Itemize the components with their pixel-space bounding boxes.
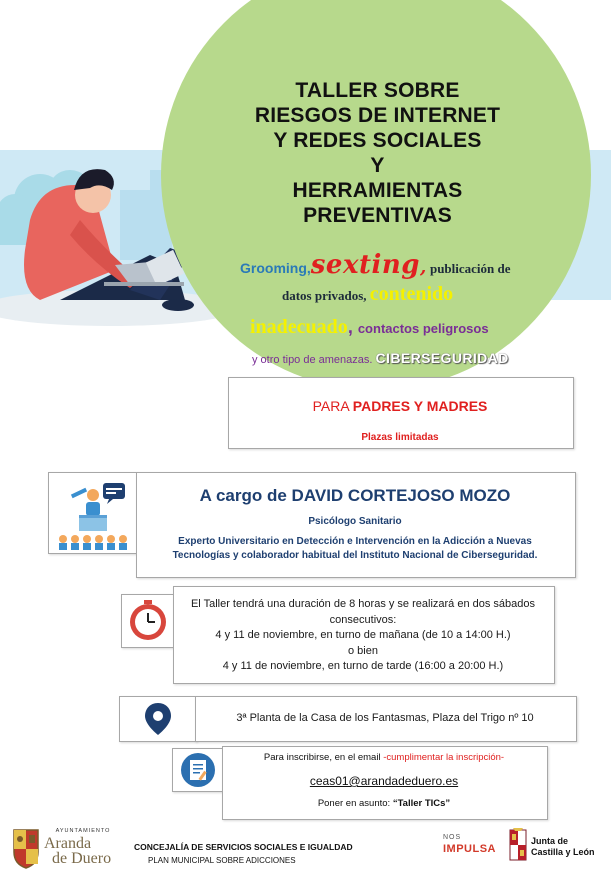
title-line: Y REDES SOCIALES bbox=[273, 129, 482, 152]
schedule-line: 4 y 11 de noviembre, en turno de mañana (de 10 a 14:00 H.) bbox=[215, 629, 511, 641]
keywords-line-3 bbox=[250, 316, 580, 344]
audience-bold: PADRES Y MADRES bbox=[352, 398, 488, 414]
concejalia-label: CONCEJALÍA DE SERVICIOS SOCIALES E IGUALDAD bbox=[134, 842, 353, 852]
keyword-ciberseguridad: CIBERSEGURIDAD bbox=[375, 350, 509, 366]
aranda-logo-text: Aranda bbox=[44, 835, 92, 852]
title-line: PREVENTIVAS bbox=[303, 204, 452, 227]
keywords-line-4 bbox=[252, 348, 572, 370]
ayuntamiento-label: AYUNTAMIENTO bbox=[55, 828, 111, 834]
email-link[interactable]: ceas01@arandadeduero.es bbox=[309, 774, 459, 788]
speaker-icon-box bbox=[48, 472, 138, 554]
plan-label: PLAN MUNICIPAL SOBRE ADICCIONES bbox=[148, 856, 296, 865]
speaker-description: Experto Universitario en Detección e Intervención en la Adicción a Nuevas Tecnologías y colaborador habitual del Instituto Nacional de Ciberseguridad. bbox=[172, 536, 538, 561]
nos-label: NOS bbox=[443, 834, 462, 841]
keywords-line-2 bbox=[282, 283, 582, 309]
title-line: Y bbox=[370, 154, 385, 177]
limited-places: Plazas limitadas bbox=[361, 432, 439, 443]
junta-logo-text bbox=[531, 836, 595, 858]
clock-icon bbox=[122, 595, 174, 647]
keyword-comma: , bbox=[419, 257, 427, 278]
keyword-grooming: Grooming, bbox=[240, 260, 311, 276]
audience-prefix: PARA bbox=[312, 398, 353, 414]
keyword-otro-tipo: y otro tipo de amenazas. bbox=[252, 354, 376, 366]
keyword-datos-privados: datos privados, bbox=[282, 288, 370, 303]
location-icon-box bbox=[119, 696, 197, 742]
email-subject bbox=[222, 798, 546, 809]
form-icon bbox=[173, 749, 223, 791]
title-line: RIESGOS DE INTERNET bbox=[254, 104, 501, 127]
map-pin-icon bbox=[120, 697, 196, 741]
schedule-line: o bien bbox=[348, 644, 378, 657]
signup-red-text: -cumplimentar la inscripción- bbox=[383, 752, 505, 763]
schedule-line: consecutivos: bbox=[329, 613, 397, 626]
aranda-crest-logo bbox=[10, 826, 42, 870]
audience-label bbox=[228, 398, 572, 414]
speaker-role: Psicólogo Sanitario bbox=[308, 516, 402, 527]
title-line: HERRAMIENTAS bbox=[292, 179, 463, 202]
keyword-sexting: sexting bbox=[310, 250, 420, 280]
keyword-publicacion: publicación de bbox=[426, 261, 511, 276]
clock-icon-box bbox=[121, 594, 175, 648]
page-title bbox=[210, 78, 545, 228]
junta-line-1: Junta de bbox=[531, 836, 569, 846]
keywords-line-1 bbox=[240, 250, 570, 280]
schedule-text bbox=[173, 597, 553, 675]
signup-instructions bbox=[222, 752, 546, 763]
subject-prefix: Poner en asunto: bbox=[317, 798, 393, 809]
schedule-line: El Taller tendrá una duración de 8 horas y se realizará en dos sábados bbox=[190, 598, 536, 610]
keyword-inadecuado: inadecuado bbox=[250, 316, 348, 338]
junta-crest-logo bbox=[507, 826, 529, 866]
speaker-name: A cargo de DAVID CORTEJOSO MOZO bbox=[199, 486, 511, 505]
place-text: 3ª Planta de la Casa de los Fantasmas, Plaza del Trigo nº 10 bbox=[236, 712, 534, 724]
signup-text: Para inscribirse, en el email bbox=[263, 752, 384, 763]
presenter-icon bbox=[49, 473, 137, 553]
keyword-comma-2: , bbox=[347, 317, 358, 337]
schedule-line: 4 y 11 de noviembre, en turno de tarde (16:00 a 20:00 H.) bbox=[222, 660, 504, 672]
junta-line-2: Castilla y León bbox=[531, 847, 595, 857]
form-icon-box bbox=[172, 748, 224, 792]
impulsa-logo-text: IMPULSA bbox=[443, 843, 496, 855]
keyword-contenido: contenido bbox=[369, 283, 454, 305]
keyword-contactos-peligrosos: contactos peligrosos bbox=[357, 321, 489, 336]
subject-value: “Taller TICs” bbox=[392, 798, 451, 809]
title-line: TALLER SOBRE bbox=[295, 79, 460, 102]
duero-logo-text: de Duero bbox=[52, 850, 112, 867]
